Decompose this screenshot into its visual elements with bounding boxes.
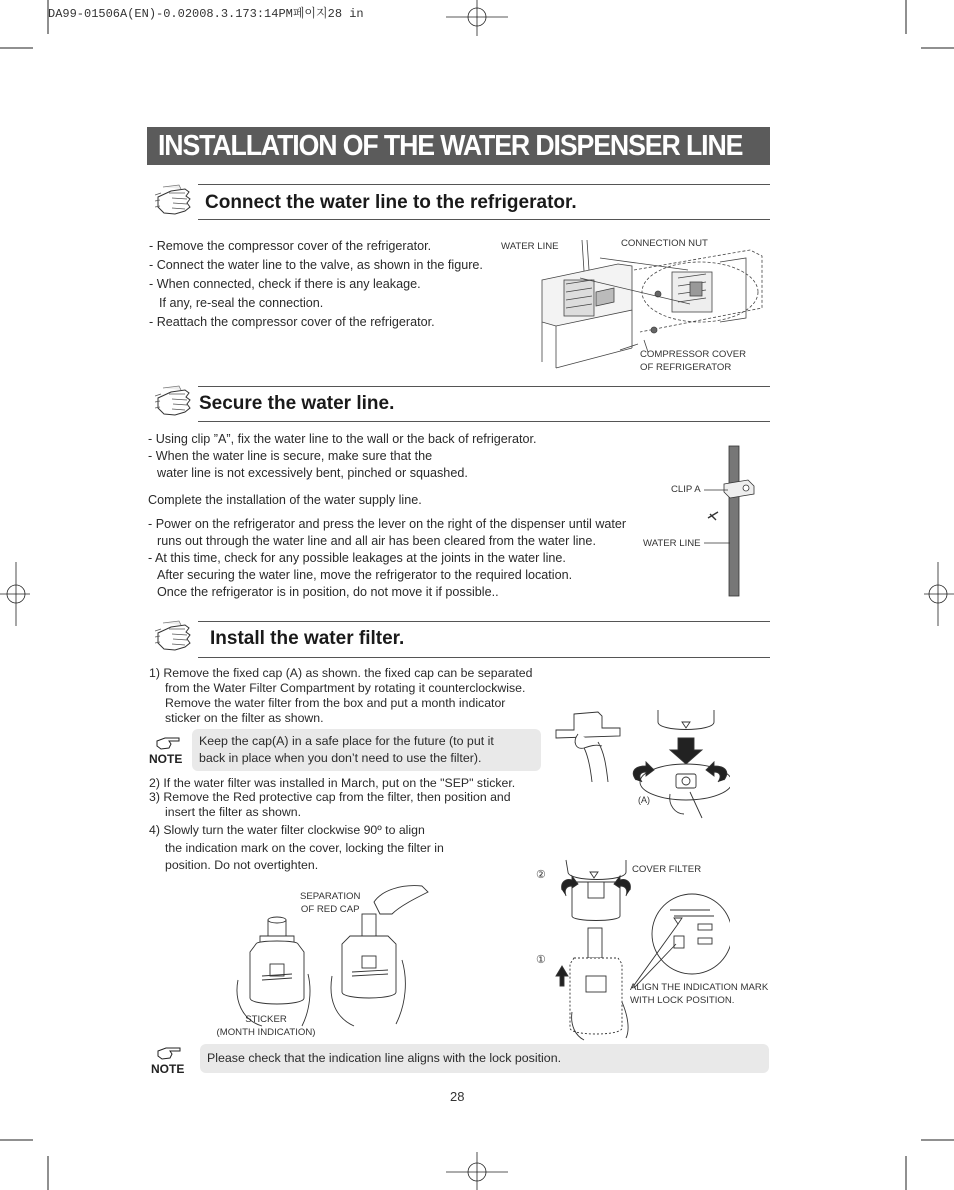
section-rule [198, 621, 770, 622]
section-rule [198, 219, 770, 220]
label-water-line: WATER LINE [643, 538, 701, 549]
secure-complete-text: Complete the installation of the water supply line. [148, 493, 422, 507]
instruction-line: After securing the water line, move the refrigerator to the required location. [157, 568, 573, 582]
label-water-line: WATER LINE [501, 241, 559, 252]
label-a: (A) [638, 795, 650, 805]
instruction-line: - Power on the refrigerator and press the lever on the right of the dispenser until water [148, 517, 627, 531]
hand-icon [155, 183, 195, 219]
instruction-line: - When the water line is secure, make sure that the [148, 449, 433, 463]
section-heading-connect: Connect the water line to the refrigerator. [205, 192, 577, 213]
label-connection-nut: CONNECTION NUT [621, 238, 708, 249]
section-heading-secure: Secure the water line. [199, 393, 395, 414]
section-heading-filter: Install the water filter. [210, 628, 405, 649]
label-step-circle-2: ② [536, 869, 546, 881]
label-align-indication: ALIGN THE INDICATION MARK WITH LOCK POSITION. [630, 982, 769, 1006]
filter-insertion-illustration [550, 852, 730, 1042]
hand-icon [155, 384, 195, 420]
label-sticker: STICKER (MONTH INDICATION) [216, 1014, 316, 1038]
label-cover-filter: COVER FILTER [632, 864, 702, 875]
section-rule [198, 184, 770, 185]
label-clip-a: CLIP A [671, 484, 701, 495]
page-title: INSTALLATION OF THE WATER DISPENSER LINE [158, 130, 743, 162]
page-number: 28 [450, 1089, 465, 1104]
instruction-line: Once the refrigerator is in position, do not move it if possible.. [157, 585, 499, 599]
instruction-line: - Reattach the compressor cover of the refrigerator. [149, 315, 435, 329]
instruction-line: - Remove the compressor cover of the refrigerator. [149, 239, 432, 253]
instruction-line: - At this time, check for any possible leakages at the joints in the water line. [148, 551, 566, 565]
label-compressor-cover: COMPRESSOR COVER OF REFRIGERATOR [640, 349, 747, 373]
pointing-hand-icon [156, 1045, 184, 1061]
section-rule [198, 421, 770, 422]
instruction-line: runs out through the water line and all air has been cleared from the water line. [157, 534, 596, 548]
hand-icon [155, 619, 195, 655]
clip-illustration [700, 442, 770, 598]
note-text: Please check that the indication line aligns with the lock position. [207, 1051, 562, 1065]
label-separation-red-cap: SEPARATION OF RED CAP [300, 891, 361, 915]
label-step-circle-1: ① [536, 954, 546, 966]
secure-instructions-b [148, 516, 626, 601]
filter-step-2: 2) If the water filter was installed in March, put on the "SEP" sticker. [149, 776, 516, 790]
instruction-line: - When connected, check if there is any leakage. [149, 277, 421, 291]
note-label: NOTE [151, 1062, 185, 1076]
section-rule [198, 386, 770, 387]
filter-step-3: 3) Remove the Red protective cap from the filter, then position and insert the filter as shown. [149, 790, 511, 819]
secure-instructions-a [148, 431, 536, 482]
filter-step-1: 1) Remove the fixed cap (A) as shown. the fixed cap can be separated from the Water Filter Compartment by rotating it counterclockwise. Remove the water filter from the box and put a month indicator sticker on the filter as shown. [149, 666, 533, 725]
filter-step-4: 4) Slowly turn the water filter clockwise 90º to align the indication mark on the cover, locking the filter in position. Do not overtighten. [149, 823, 444, 872]
connect-instructions [149, 237, 483, 332]
pointing-hand-icon [155, 735, 183, 751]
instruction-line: water line is not excessively bent, pinched or squashed. [157, 466, 468, 480]
section-rule [198, 657, 770, 658]
instruction-line: If any, re-seal the connection. [159, 296, 324, 310]
note-text: Keep the cap(A) in a safe place for the future (to put it back in place when you don’t need to use the filter). [199, 734, 494, 765]
instruction-line: - Connect the water line to the valve, as shown in the figure. [149, 258, 483, 272]
print-header: DA99-01506A(EN)-0.02008.3.173:14PM페이지28 in [48, 7, 364, 21]
note-label: NOTE [149, 752, 183, 766]
instruction-line: - Using clip ”A”, fix the water line to the wall or the back of refrigerator. [148, 432, 537, 446]
